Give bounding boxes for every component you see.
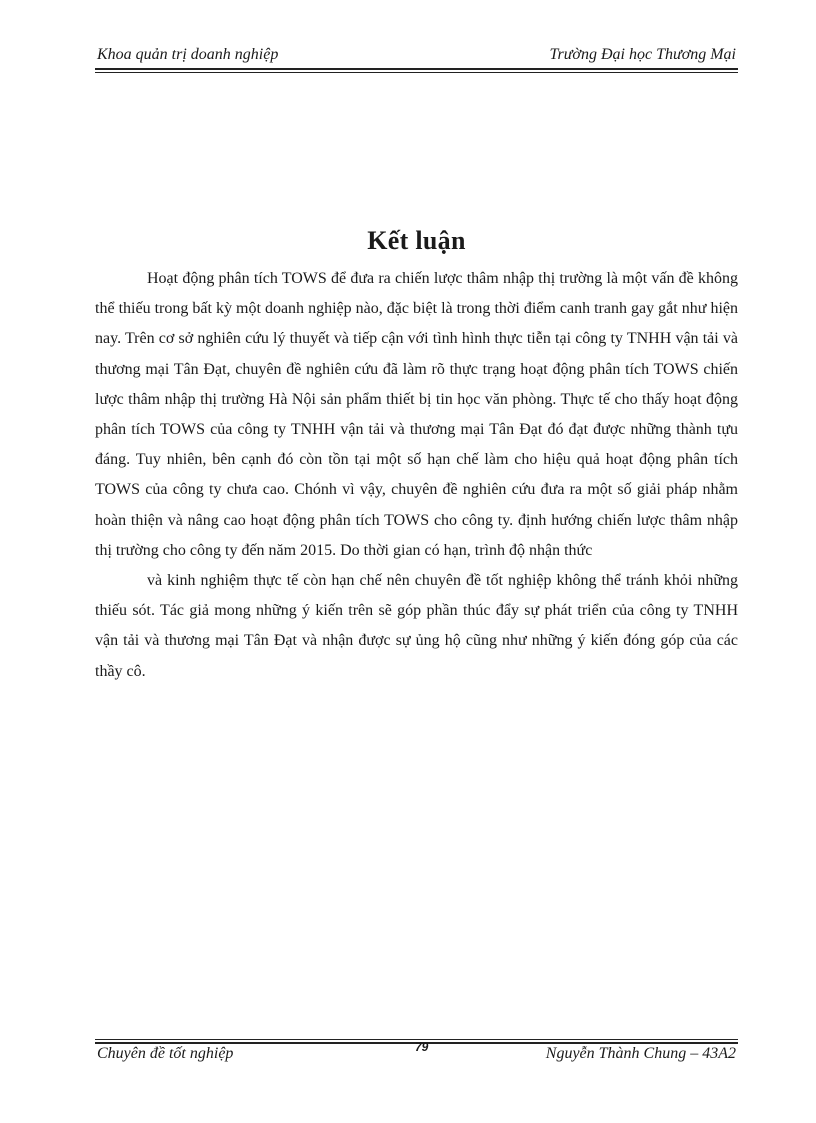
header-university: Trường Đại học Thương Mại [549,46,736,63]
header-rule-thick [95,68,738,70]
paragraph-1: Hoạt động phân tích TOWS để đưa ra chiến lược thâm nhập thị trường là một vấn đề không thể thiếu trong bất kỳ một doanh nghiệp nào, đặc biệt là trong thời điểm canh tranh gay gắt như hiện nay. Trên cơ sở nghiên cứu lý thuyết và tiếp cận với tình hình thực tiễn tại công ty TNHH vận tải và thương mại Tân Đạt, chuyên đề nghiên cứu đã làm rõ thực trạng hoạt động phân tích TOWS chiến lược thâm nhập thị trường Hà Nội sản phẩm thiết bị tin học văn phòng. Thực tế cho thấy hoạt động phân tích TOWS của công ty TNHH vận tải và thương mại Tân Đạt đó đạt được những thành tựu đáng. Tuy nhiên, bên cạnh đó còn tồn tại một số hạn chế làm cho hiệu quả hoạt động phân tích TOWS của công ty chưa cao. Chónh vì vậy, chuyên đề nghiên cứu đưa ra một số giải pháp nhằm hoàn thiện và nâng cao hoạt động phân tích TOWS cho công ty. định hướng chiến lược thâm nhập thị trường cho công ty đến năm 2015. Do thời gian có hạn, trình độ nhận thức [95,270,738,559]
body-text [95,264,738,687]
header-rule-thin [95,72,738,73]
footer-author: Nguyễn Thành Chung – 43A2 [545,1045,736,1062]
page-footer [95,1040,738,1071]
footer-document-type: Chuyên đề tốt nghiệp [97,1045,234,1062]
paragraph-2: và kinh nghiệm thực tế còn hạn chế nên chuyên đề tốt nghiệp không thể tránh khỏi những thiếu sót. Tác giả mong những ý kiến trên sẽ góp phần thúc đẩy sự phát triển của công ty TNHH vận tải và thương mại Tân Đạt và nhận được sự ủng hộ cũng như những ý kiến đóng góp của các thầy cô. [95,572,738,680]
page-header [95,44,738,68]
page-title: Kết luận [367,226,466,255]
header-faculty: Khoa quản trị doanh nghiệp [97,46,279,63]
page-number: 79 [415,1040,429,1054]
